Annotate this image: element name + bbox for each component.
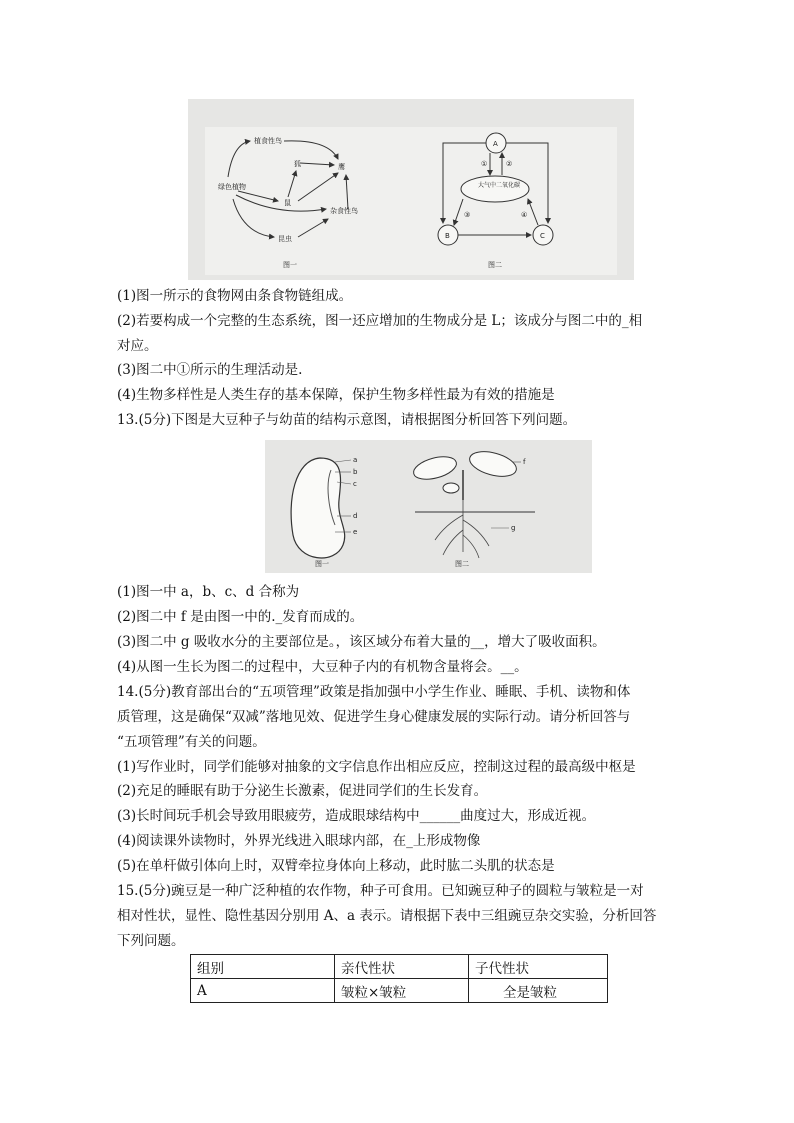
q15-line-3: 下列问题。 bbox=[117, 933, 185, 949]
table-header-cell: 组别 bbox=[191, 955, 335, 979]
q15-line-1: 15.(5分)豌豆是一种广泛种植的农作物，种子可食用。已知豌豆种子的圆粒与皱粒是一对 bbox=[117, 883, 644, 899]
q13-line-2: (2)图二中 f 是由图一中的._发育而成的。 bbox=[117, 609, 364, 625]
table-cell: A bbox=[191, 979, 335, 1003]
q13-line-3: (3)图二中 g 吸收水分的主要部位是。，该区域分布着大量的__，增大了吸收面积。 bbox=[117, 634, 606, 650]
marker-3: ③ bbox=[464, 211, 471, 219]
node-insect: 昆虫 bbox=[278, 235, 292, 243]
caption-figure-one: 图一 bbox=[283, 261, 297, 269]
q14-line-5: (2)充足的睡眠有助于分泌生长激素，促进同学们的生长发育。 bbox=[117, 783, 488, 799]
node-fox: 狐 bbox=[294, 160, 301, 168]
q14-line-3: “五项管理”有关的问题。 bbox=[117, 734, 266, 750]
q12-line-3: 对应。 bbox=[117, 338, 158, 354]
node-herbivore-bird: 植食性鸟 bbox=[254, 137, 282, 145]
node-omnivore-bird: 杂食性鸟 bbox=[330, 207, 358, 215]
caption-seedling: 图二 bbox=[455, 560, 469, 568]
caption-seed: 图一 bbox=[315, 560, 329, 568]
q12-line-1: (1)图一所示的食物网由条食物链组成。 bbox=[117, 288, 353, 304]
q15-table bbox=[190, 954, 608, 1003]
table-header-cell: 亲代性状 bbox=[335, 955, 469, 979]
seed-label-e: e bbox=[353, 528, 358, 536]
table-header-cell: 子代性状 bbox=[469, 955, 608, 979]
q12-line-4: (3)图二中①所示的生理活动是. bbox=[117, 362, 303, 378]
node-eagle: 鹰 bbox=[338, 163, 345, 171]
q14-line-7: (4)阅读课外读物时，外界光线进入眼球内部，在_上形成物像 bbox=[117, 833, 481, 849]
node-green-plant: 绿色植物 bbox=[218, 183, 246, 191]
q14-line-8: (5)在单杆做引体向上时，双臂牵拉身体向上移动，此时肱二头肌的状态是 bbox=[117, 858, 555, 874]
cycle-node-a: A bbox=[493, 140, 498, 148]
seed-drawing bbox=[291, 456, 358, 568]
q14-line-4: (1)写作业时，同学们能够对抽象的文字信息作出相应反应，控制这过程的最高级中枢是 bbox=[117, 759, 636, 775]
marker-2: ② bbox=[506, 160, 513, 168]
caption-figure-two: 图二 bbox=[488, 261, 502, 269]
q13-line-1: (1)图一中 a，b、c、d 合称为 bbox=[117, 584, 300, 600]
table-cell: 全是皱粒 bbox=[469, 979, 608, 1003]
table-row bbox=[191, 979, 608, 1003]
q14-line-1: 14.(5分)教育部出台的“五项管理”政策是指加强中小学生作业、睡眠、手机、读物和体 bbox=[117, 684, 631, 700]
marker-4: ④ bbox=[521, 211, 528, 219]
seed-label-b: b bbox=[353, 468, 358, 476]
q14-line-2: 质管理，这是确保“双减”落地见效、促进学生身心健康发展的实际行动。请分析回答与 bbox=[117, 709, 631, 725]
seed-label-a: a bbox=[353, 456, 358, 464]
node-mouse: 鼠 bbox=[284, 199, 291, 207]
table-header-row bbox=[191, 955, 608, 979]
seedling-label-f: f bbox=[523, 458, 526, 466]
seed-label-d: d bbox=[353, 512, 358, 520]
seed-label-c: c bbox=[353, 480, 357, 488]
q13-header: 13.(5分)下图是大豆种子与幼苗的结构示意图，请根据图分析回答下列问题。 bbox=[117, 412, 577, 428]
marker-1: ① bbox=[481, 160, 488, 168]
q13-line-4: (4)从图一生长为图二的过程中，大豆种子内的有机物含量将会。__。 bbox=[117, 659, 528, 675]
q12-line-5: (4)生物多样性是人类生存的基本保障，保护生物多样性最为有效的措施是 bbox=[117, 387, 555, 403]
cycle-node-c: C bbox=[540, 232, 545, 240]
table-cell: 皱粒×皱粒 bbox=[335, 979, 469, 1003]
cycle-node-b: B bbox=[445, 232, 450, 240]
seedling-label-g: g bbox=[511, 524, 516, 532]
seedling-drawing bbox=[411, 447, 535, 568]
figure-soybean-drawing bbox=[265, 440, 592, 573]
figure-ecosystem bbox=[188, 99, 634, 280]
figure-ecosystem-drawing bbox=[188, 99, 634, 280]
q14-line-6: (3)长时间玩手机会导致用眼疲劳，造成眼球结构中______曲度过大，形成近视。 bbox=[117, 808, 596, 824]
figure-soybean bbox=[265, 440, 592, 573]
q12-line-2: (2)若要构成一个完整的生态系统，图一还应增加的生物成分是 L；该成分与图二中的_相 bbox=[117, 313, 643, 329]
cycle-center: 大气中二氧化碳 bbox=[478, 182, 521, 189]
q15-line-2: 相对性状，显性、隐性基因分别用 A、a 表示。请根据下表中三组豌豆杂交实验，分析回答 bbox=[117, 908, 657, 924]
